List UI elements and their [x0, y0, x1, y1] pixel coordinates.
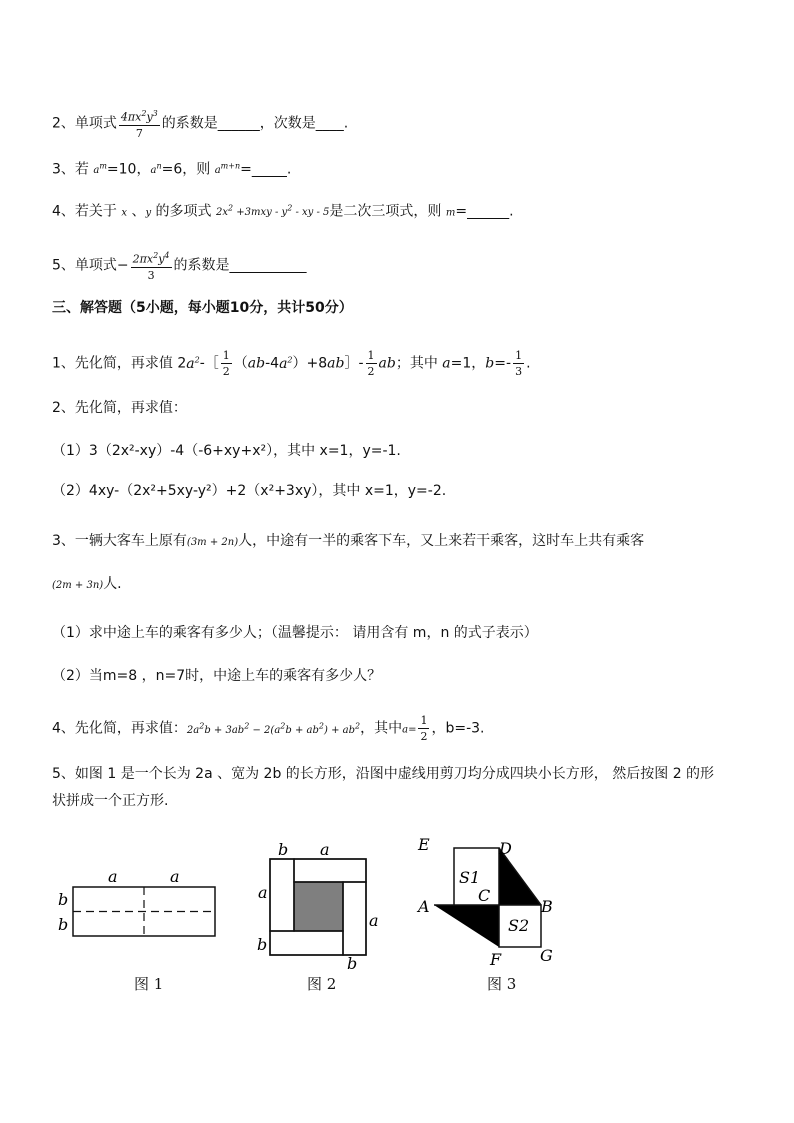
p4-b: ，其中 — [360, 720, 403, 737]
q4-text-d: 是二次三项式，则 — [329, 203, 446, 220]
problem-4: 4、先化简，再求值：$2a^2b + 3ab^2 - 2(a^2b + ab^2) + ab^2$，其中a= $\frac{1}{2}$ ，b=-3. — [52, 714, 485, 743]
question-5: 5、单项式− $\frac{2\pi x^2y^4}{3}$ 的系数是___________ — [52, 248, 307, 283]
q4-text-c: 的多项式 — [151, 203, 217, 220]
fig2-label-a-right: a — [369, 911, 379, 930]
q5-suffix: 的系数是___________ — [173, 257, 307, 274]
fig2-center-square — [294, 882, 343, 931]
problem-3-sub-2: （2）当m=8 ，n=7时，中途上车的乘客有多少人？ — [52, 668, 382, 684]
fig3-shade-left — [434, 905, 499, 947]
p1-g: ；其中 — [395, 355, 443, 372]
fig3-label-b: B — [541, 897, 553, 916]
problem-3-line-1: 3、一辆大客车上原有(3m + 2n)人，中途有一半的乘客下车，又上来若干乘客，这时车上共有乘客 — [52, 533, 645, 549]
fig3-label-e: E — [418, 835, 430, 854]
p1-d: -4 — [265, 355, 280, 372]
q5-fraction: $\frac{2\pi x^2y^4}{3}$ — [131, 248, 172, 283]
fig3-label-f: F — [490, 950, 502, 969]
fig1-label-a1: a — [108, 867, 118, 886]
p1-i: =- — [494, 355, 512, 372]
q4-text-e: =______. — [455, 203, 514, 220]
q3-text-b: =10， — [106, 161, 151, 178]
p3-l1a: 3、一辆大客车上原有 — [52, 533, 187, 549]
figure-1 — [52, 860, 227, 950]
problem-3-line-2: (2m + 3n)人. — [52, 576, 122, 592]
problem-1: 1、先化简，再求值 $2a^2-[$ $\frac{1}{2}$ $(ab-4a^2)+8ab]-$ $\frac{1}{2}$ ab；其中 a=1，b=- $\frac{1}{3}$ . — [52, 349, 531, 378]
q4-text-b: 、 — [127, 203, 146, 220]
fig3-label-g: G — [540, 946, 553, 965]
q4-text-a: 4、若关于 — [52, 203, 122, 220]
p4-a: 4、先化简，再求值： — [52, 720, 187, 737]
p1-a: 1、先化简，再求值 2 — [52, 355, 187, 372]
q3-text-a: 3、若 — [52, 161, 94, 178]
fig1-label-b2: b — [58, 915, 69, 934]
fig1-label-a2: a — [170, 867, 180, 886]
p1-c: （ — [233, 355, 248, 372]
problem-3-sub-1: （1）求中途上车的乘客有多少人；（温馨提示： 请用含有 m，n 的式子表示） — [52, 625, 538, 641]
problem-5-line-2: 状拼成一个正方形. — [52, 793, 169, 809]
fig2-right-rect — [343, 882, 366, 955]
fig2-left-rect — [270, 859, 294, 931]
fig3-label-c: C — [478, 886, 491, 905]
fig3-label-d: D — [499, 839, 512, 858]
problem-2-sub-2: （2）4xy-（2x²+5xy-y²）+2（x²+3xy），其中 x=1，y=-2. — [52, 483, 447, 499]
p1-h: =1， — [450, 355, 486, 372]
fig2-caption: 图 2 — [307, 975, 337, 993]
section-3-title: 三、解答题（5小题，每小题10分，共计50分） — [52, 300, 353, 316]
fig2-label-b-top: b — [278, 840, 289, 859]
question-3: 3、若 $a^m=10$，$a^n=6$，则 $a^{m+n}=\_\_\_\_\_$. — [52, 161, 292, 178]
p1-b: -［ — [199, 355, 219, 372]
problem-2-title: 2、先化简，再求值： — [52, 400, 187, 416]
fig3-label-a: A — [418, 897, 430, 916]
problem-2-sub-1: （1）3（2x²-xy）-4（-6+xy+x²），其中 x=1，y=-1. — [52, 443, 401, 459]
p1-f: ］- — [344, 355, 364, 372]
p1-j: . — [526, 355, 531, 372]
p3-l1b: 人，中途有一半的乘客下车，又上来若干乘客，这时车上共有乘客 — [238, 533, 645, 549]
q5-prefix: 5、单项式 — [52, 257, 117, 274]
q2-fraction: $\frac{4\pi x^2y^3}{7}$ — [119, 106, 160, 141]
question-4: 4、若关于 x 、y 的多项式 $2x^2 +3mxy - y^2$ - xy - 5是二次三项式，则 m=______. — [52, 203, 514, 220]
q3-text-c: =6，则 — [161, 161, 215, 178]
fig1-caption: 图 1 — [134, 975, 164, 993]
q3-text-d: =_____. — [240, 161, 292, 178]
question-2 — [52, 106, 348, 141]
fig3-label-s2: S2 — [508, 916, 530, 935]
fig3-caption: 图 3 — [487, 975, 517, 993]
fig2-label-b-left: b — [257, 935, 268, 954]
fig2-label-a-left: a — [258, 883, 268, 902]
p1-e: ）+8 — [292, 355, 328, 372]
figure-2 — [250, 838, 380, 973]
q2-suffix: 的系数是______，次数是____. — [161, 115, 349, 132]
fig3-label-s1: S1 — [459, 868, 481, 887]
figure-3 — [410, 830, 570, 970]
p4-c: ，b=-3. — [431, 720, 485, 737]
fig2-label-b-bottom: b — [347, 954, 358, 973]
fig1-label-b1: b — [58, 890, 69, 909]
q2-prefix: 2、单项式 — [52, 115, 117, 132]
fig2-label-a-top: a — [320, 840, 330, 859]
fig2-top-rect — [294, 859, 366, 882]
p3-l2b: 人. — [103, 576, 122, 592]
problem-5-line-1: 5、如图 1 是一个长为 2a 、宽为 2b 的长方形，沿图中虚线用剪刀均分成四块小长方形， 然后按图 2 的形 — [52, 766, 715, 782]
fig2-bottom-rect — [270, 931, 343, 955]
